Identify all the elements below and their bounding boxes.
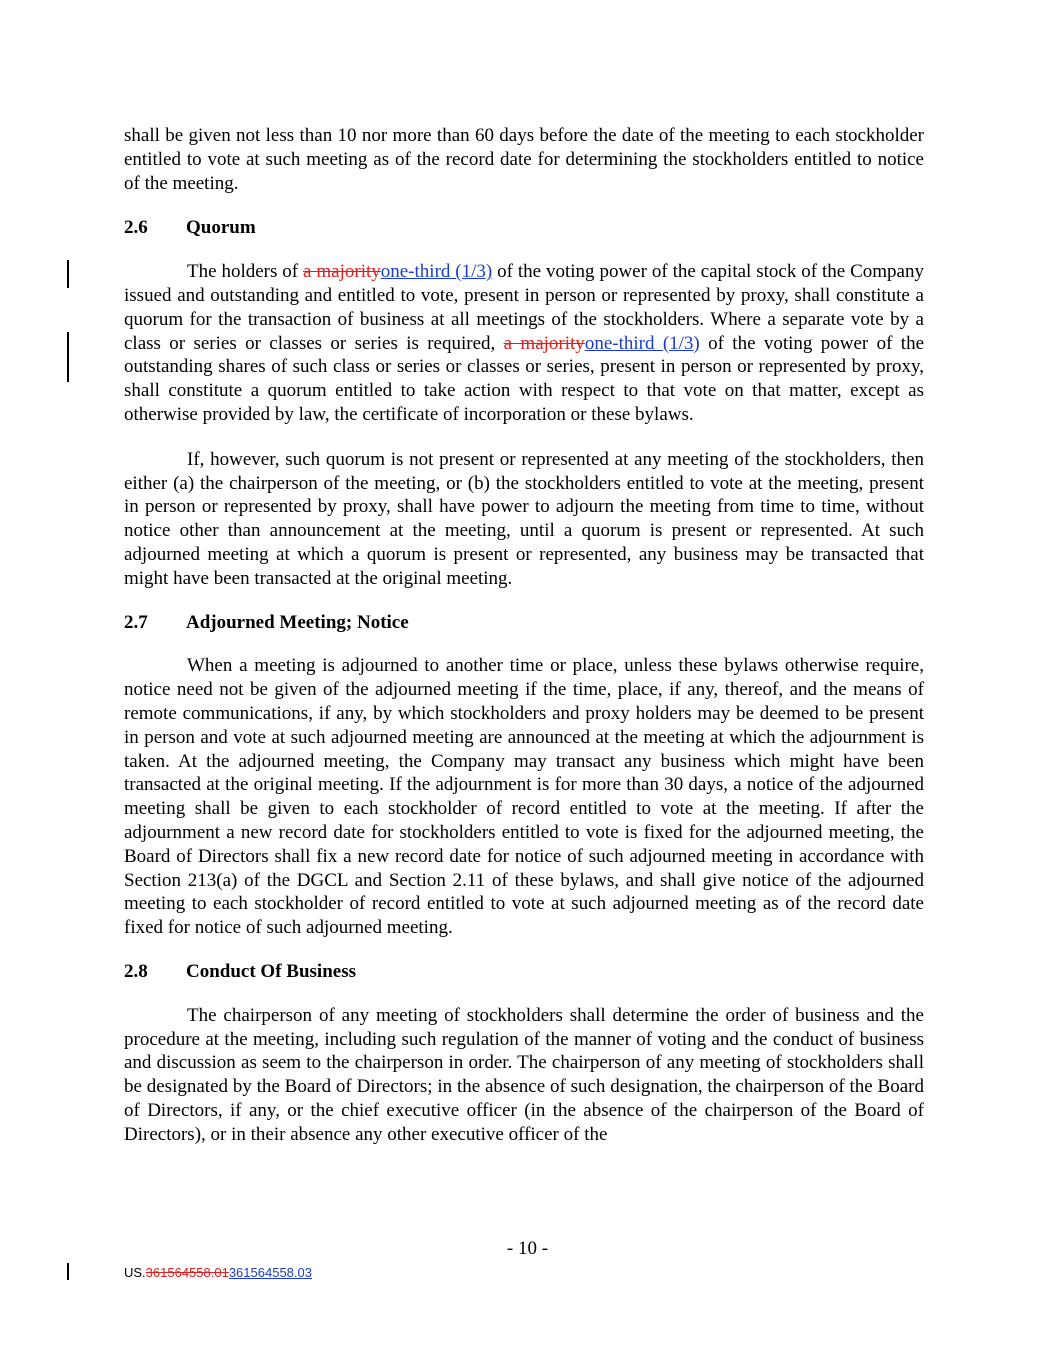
section-title: Quorum bbox=[186, 217, 256, 239]
section-title: Adjourned Meeting; Notice bbox=[186, 611, 409, 633]
text-run: of the voting power of the outstanding shares of such class or series or classes or series, present in person or represented by proxy, shall constitute a quorum entitled to take action with respect to that vote on that matter, except as otherwise provided by law, the certificate of incorporation or these bylaws. bbox=[124, 332, 925, 425]
adjourned-meeting-paragraph: When a meeting is adjourned to another time or place, unless these bylaws otherwise require, notice need not be given of the adjourned meeting if the time, place, if any, thereof, and the means of remote communications, if any, by which stockholders and proxy holders may be deemed to be present in person and vote at such adjourned meeting are announced at the meeting at which the adjournment is taken. At the adjourned meeting, the Company may transact any business which might have been transacted at the original meeting. If the adjournment is for more than 30 days, a notice of the adjourned meeting shall be given to each stockholder of record entitled to vote at the meeting. If after the adjournment a new record date for stockholders entitled to vote is fixed for the adjourned meeting, the Board of Directors shall fix a new record date for notice of such adjourned meeting in accordance with Section 213(a) of the DGCL and Section 2.11 of these bylaws, and shall give notice of the adjourned meeting to each stockholder of record entitled to vote at such adjourned meeting as of the record date fixed for notice of such adjourned meeting. bbox=[124, 655, 924, 939]
footer-prefix: US. bbox=[124, 1265, 146, 1280]
text-run: The holders of bbox=[187, 261, 304, 283]
conduct-of-business-paragraph: The chairperson of any meeting of stockholders shall determine the order of business and the procedure at the meeting, including such regulation of the manner of voting and the conduct of business and discussion as seem to the chairperson in order. The chairperson of any meeting of stockholders shall be designated by the Board of Directors; in the absence of such designation, the chairperson of the Board of Directors, if any, or the chief executive officer (in the absence of the chairperson of the Board of Directors), or in their absence any other executive officer of the bbox=[124, 1004, 924, 1145]
intro-paragraph: shall be given not less than 10 nor more than 60 days before the date of the meeting to each stockholder entitled to vote at such meeting as of the record date for determining the stockholders entitled to notice of the meeting. bbox=[124, 125, 924, 194]
section-number: 2.8 bbox=[124, 960, 148, 982]
inserted-text: one-third (1/3) bbox=[380, 261, 493, 283]
footer-inserted-id: 361564558.03 bbox=[228, 1265, 312, 1280]
section-number: 2.6 bbox=[124, 217, 148, 239]
section-title: Conduct Of Business bbox=[186, 960, 356, 982]
deleted-text: a majority bbox=[303, 261, 381, 283]
section-heading-2-6 bbox=[124, 216, 924, 240]
deleted-text: a majority bbox=[503, 332, 585, 354]
change-bar bbox=[67, 332, 69, 382]
quorum-paragraph-2: If, however, such quorum is not present or represented at any meeting of the stockholders, then either (a) the chairperson of the meeting, or (b) the stockholders entitled to vote at the meeting, present in person or represented by proxy, shall have power to adjourn the meeting from time to time, without notice other than announcement at the meeting, until a quorum is present or represented. At such adjourned meeting at which a quorum is present or represented, any business may be transacted that might have been transacted at the original meeting. bbox=[124, 448, 924, 589]
page-number: - 10 - bbox=[506, 1238, 549, 1259]
text-run: of the voting power of the capital stock of the Company issued and outstanding and entitled to vote, present in person or represented by proxy, shall constitute a quorum for the transaction of business at all meetings of the stockholders. Where a separate vote by a class or series or classes or series is required, bbox=[124, 261, 924, 354]
document-page bbox=[124, 124, 924, 1146]
footer-deleted-id: 361564558.01 bbox=[145, 1265, 229, 1280]
section-number: 2.7 bbox=[124, 611, 148, 633]
section-heading-2-7 bbox=[124, 611, 924, 635]
document-id-footer bbox=[124, 1265, 312, 1280]
quorum-paragraph-1 bbox=[124, 260, 924, 427]
inserted-text: one-third (1/3) bbox=[584, 332, 700, 354]
change-bar bbox=[67, 260, 69, 288]
section-heading-2-8 bbox=[124, 960, 924, 984]
change-bar bbox=[67, 1263, 69, 1280]
